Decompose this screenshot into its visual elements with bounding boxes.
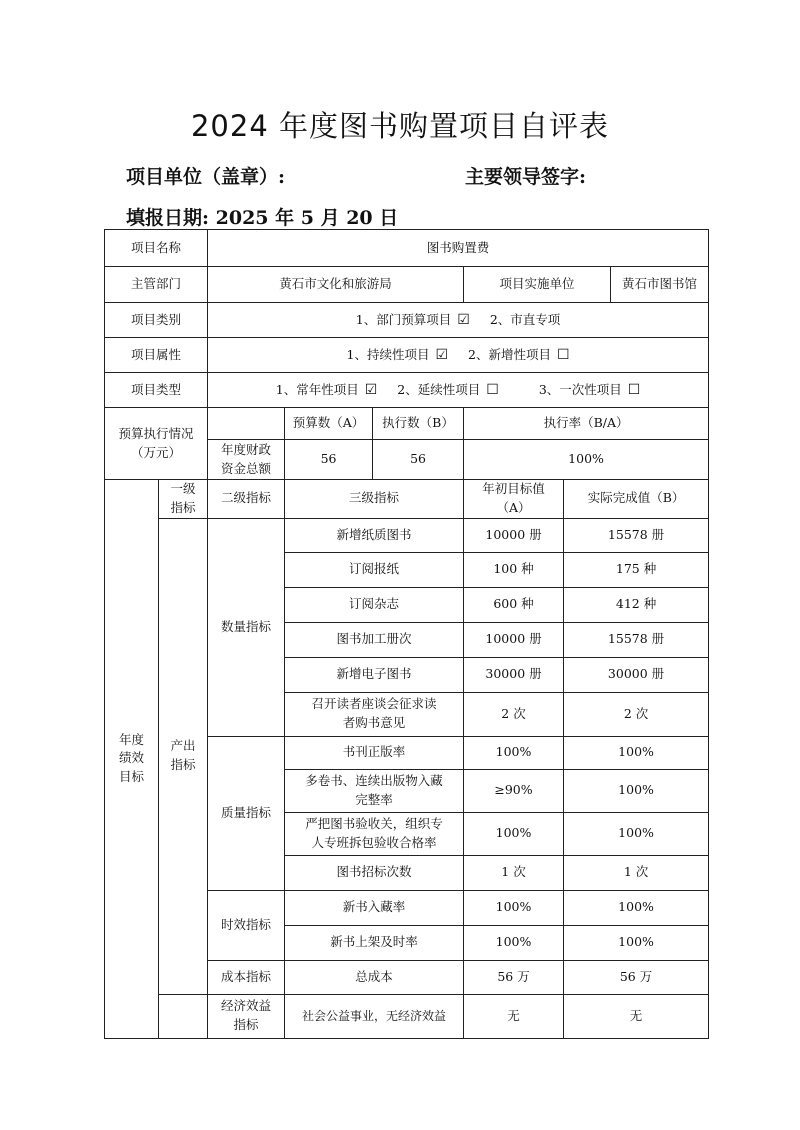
checked-box-icon: ☑ (457, 311, 470, 328)
category-opt1: 1、部门预算项目 (355, 311, 452, 327)
indicator-name: 多卷书、连续出版物入藏 完整率 (285, 769, 464, 812)
actual-value: 15578 册 (564, 622, 709, 657)
row-project-name (105, 230, 709, 267)
target-value: 1 次 (464, 855, 564, 890)
target-value: 10000 册 (464, 518, 564, 552)
attribute-opt1: 1、持续性项目 (346, 346, 430, 362)
indicator-name: 新书入藏率 (285, 890, 464, 925)
level3-header: 三级指标 (285, 480, 464, 519)
type-opt3: 3、一次性项目 (538, 381, 622, 397)
empty-box-icon: ☐ (627, 381, 641, 398)
type-opt2: 2、延续性项目 (397, 381, 481, 397)
budget-label: 预算执行情况 （万元） (105, 408, 208, 480)
actual-value: 15578 册 (564, 518, 709, 552)
attribute-label: 项目属性 (105, 338, 208, 373)
impl-unit-label: 项目实施单位 (464, 267, 611, 303)
budget-value-rate: 100% (464, 440, 709, 480)
checked-box-icon: ☑ (364, 381, 378, 398)
actual-value: 56 万 (564, 960, 709, 994)
goals-section-label: 年度 绩效 目标 (105, 480, 159, 1039)
indicator-name: 新书上架及时率 (285, 925, 464, 960)
budget-col-rate: 执行率（B/A） (464, 408, 709, 440)
row-department (105, 267, 709, 303)
actual-value: 100% (564, 736, 709, 769)
budget-col-a: 预算数（A） (285, 408, 373, 440)
budget-row-label: 年度财政 资金总额 (208, 440, 285, 480)
actual-value: 100% (564, 890, 709, 925)
actual-value: 175 种 (564, 552, 709, 587)
cost-indicator-label: 成本指标 (208, 960, 285, 994)
indicator-name: 新增纸质图书 (285, 518, 464, 552)
target-value: 2 次 (464, 692, 564, 736)
fill-date-label: 填报日期: (126, 207, 210, 229)
category-opt2: 2、市直专项 (489, 311, 561, 327)
attribute-options (208, 338, 709, 373)
level2-header: 二级指标 (208, 480, 285, 519)
actual-value: 412 种 (564, 587, 709, 622)
row-type (105, 373, 709, 408)
dept-label: 主管部门 (105, 267, 208, 303)
table-row (105, 994, 709, 1038)
target-value: 100% (464, 736, 564, 769)
actual-value: 100% (564, 812, 709, 855)
output-indicator-label: 产出 指标 (159, 518, 208, 994)
target-value: 100% (464, 812, 564, 855)
project-unit-label: 项目单位（盖章）: (126, 166, 286, 188)
actual-value: 无 (564, 994, 709, 1038)
impl-unit-value: 黄石市图书馆 (611, 267, 709, 303)
attribute-opt2: 2、新增性项目 (468, 346, 552, 362)
category-options (208, 303, 709, 338)
budget-value-b: 56 (373, 440, 464, 480)
project-name-value: 图书购置费 (208, 230, 709, 267)
quantity-indicator-label: 数量指标 (208, 518, 285, 736)
actual-header: 实际完成值（B） (564, 480, 709, 519)
indicator-name: 订阅杂志 (285, 587, 464, 622)
target-value: 30000 册 (464, 657, 564, 692)
target-value: 无 (464, 994, 564, 1038)
indicator-name: 严把图书验收关，组织专 人专班拆包验收合格率 (285, 812, 464, 855)
indicator-name: 召开读者座谈会征求读 者购书意见 (285, 692, 464, 736)
row-budget-header (105, 408, 709, 440)
category-label: 项目类别 (105, 303, 208, 338)
level1-header: 一级 指标 (159, 480, 208, 519)
indicator-name: 社会公益事业，无经济效益 (285, 994, 464, 1038)
target-value: 600 种 (464, 587, 564, 622)
table-row (105, 518, 709, 552)
fill-date (126, 203, 398, 230)
budget-blank-cell (208, 408, 285, 440)
row-attribute (105, 338, 709, 373)
actual-value: 1 次 (564, 855, 709, 890)
target-value: 100% (464, 925, 564, 960)
indicator-name: 总成本 (285, 960, 464, 994)
target-value: 56 万 (464, 960, 564, 994)
budget-value-a: 56 (285, 440, 373, 480)
actual-value: 30000 册 (564, 657, 709, 692)
empty-box-icon: ☐ (486, 381, 499, 398)
target-value: 100 种 (464, 552, 564, 587)
leader-signature-label: 主要领导签字: (465, 166, 587, 188)
type-label: 项目类型 (105, 373, 208, 408)
type-opt1: 1、常年性项目 (275, 381, 359, 397)
economic-indicator-label: 经济效益 指标 (208, 994, 285, 1038)
project-name-label: 项目名称 (105, 230, 208, 267)
budget-col-b: 执行数（B） (373, 408, 464, 440)
indicator-name: 订阅报纸 (285, 552, 464, 587)
indicator-name: 图书加工册次 (285, 622, 464, 657)
indicator-name: 书刊正版率 (285, 736, 464, 769)
empty-box-icon: ☐ (557, 346, 570, 363)
page-title: 2024 年度图书购置项目自评表 (190, 109, 610, 143)
actual-value: 100% (564, 925, 709, 960)
row-category (105, 303, 709, 338)
quality-indicator-label: 质量指标 (208, 736, 285, 890)
target-header: 年初目标值 （A） (464, 480, 564, 519)
target-value: 10000 册 (464, 622, 564, 657)
timeliness-indicator-label: 时效指标 (208, 890, 285, 960)
actual-value: 100% (564, 769, 709, 812)
target-value: 100% (464, 890, 564, 925)
row-goals-header (105, 480, 709, 519)
effect-indicator-blank (159, 994, 208, 1038)
checked-box-icon: ☑ (435, 346, 449, 363)
indicator-name: 图书招标次数 (285, 855, 464, 890)
evaluation-table (104, 229, 709, 1039)
fill-date-value: 2025 年 5 月 20 日 (215, 207, 399, 229)
type-options (208, 373, 709, 408)
indicator-name: 新增电子图书 (285, 657, 464, 692)
actual-value: 2 次 (564, 692, 709, 736)
target-value: ≥90% (464, 769, 564, 812)
dept-value: 黄石市文化和旅游局 (208, 267, 464, 303)
